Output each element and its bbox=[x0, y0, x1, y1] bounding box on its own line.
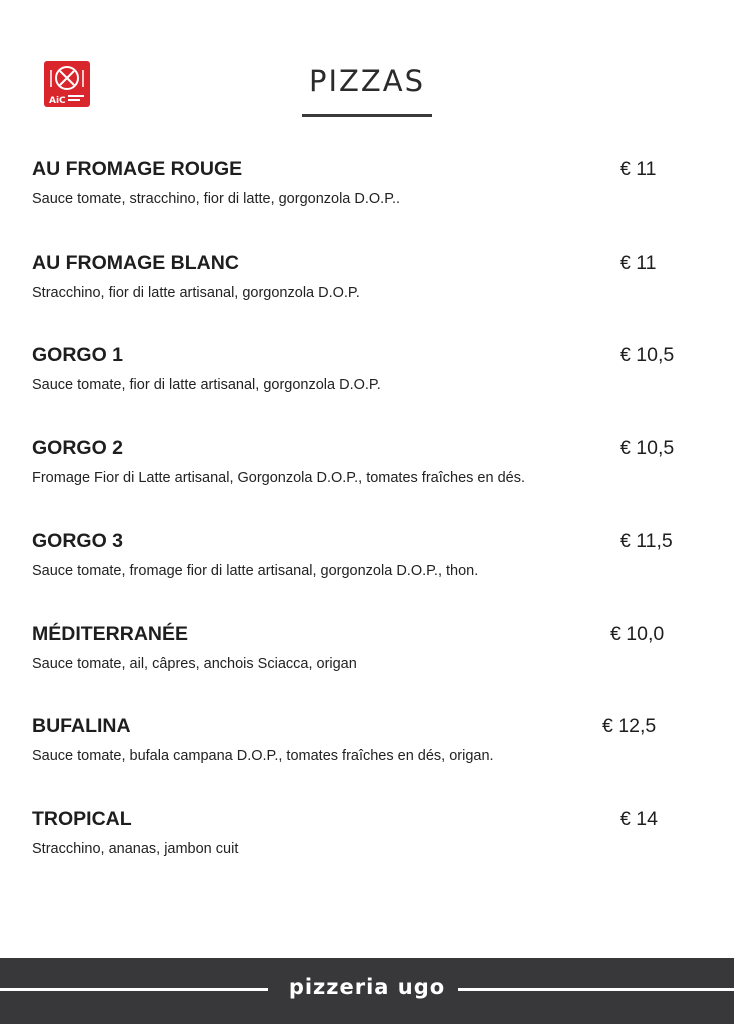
item-name: AU FROMAGE ROUGE bbox=[32, 158, 243, 180]
item-name: GORGO 3 bbox=[32, 530, 124, 552]
item-description: Sauce tomate, bufala campana D.O.P., tomates fraîches en dés, origan. bbox=[32, 748, 494, 764]
item-price: € 11 bbox=[620, 252, 657, 274]
item-price: € 10,0 bbox=[610, 623, 665, 645]
page-title: PIZZAS bbox=[308, 64, 426, 98]
item-price: € 10,5 bbox=[620, 344, 675, 366]
item-price: € 11 bbox=[620, 158, 657, 180]
item-description: Fromage Fior di Latte artisanal, Gorgonzola D.O.P., tomates fraîches en dés. bbox=[32, 470, 525, 486]
item-name: MÉDITERRANÉE bbox=[32, 623, 189, 645]
item-description: Stracchino, fior di latte artisanal, gorgonzola D.O.P. bbox=[32, 285, 360, 301]
item-name: GORGO 2 bbox=[32, 437, 124, 459]
item-description: Stracchino, ananas, jambon cuit bbox=[32, 841, 239, 857]
item-name: GORGO 1 bbox=[32, 344, 124, 366]
item-description: Sauce tomate, fior di latte artisanal, gorgonzola D.O.P. bbox=[32, 377, 381, 393]
item-price: € 11,5 bbox=[620, 530, 673, 552]
item-description: Sauce tomate, ail, câpres, anchois Sciacca, origan bbox=[32, 656, 357, 672]
footer-brand: pizzeria ugo bbox=[288, 975, 446, 999]
logo-label: AiC bbox=[49, 96, 66, 106]
item-price: € 14 bbox=[620, 808, 658, 830]
footer-line-right bbox=[458, 988, 734, 991]
item-name: AU FROMAGE BLANC bbox=[32, 252, 239, 274]
item-description: Sauce tomate, stracchino, fior di latte, gorgonzola D.O.P.. bbox=[32, 191, 401, 207]
item-description: Sauce tomate, fromage fior di latte artisanal, gorgonzola D.O.P., thon. bbox=[32, 563, 479, 579]
footer-bar bbox=[0, 958, 734, 1024]
item-name: TROPICAL bbox=[32, 808, 132, 830]
item-price: € 12,5 bbox=[602, 715, 657, 737]
item-price: € 10,5 bbox=[620, 437, 675, 459]
item-name: BUFALINA bbox=[32, 715, 131, 737]
title-underline bbox=[302, 114, 432, 117]
